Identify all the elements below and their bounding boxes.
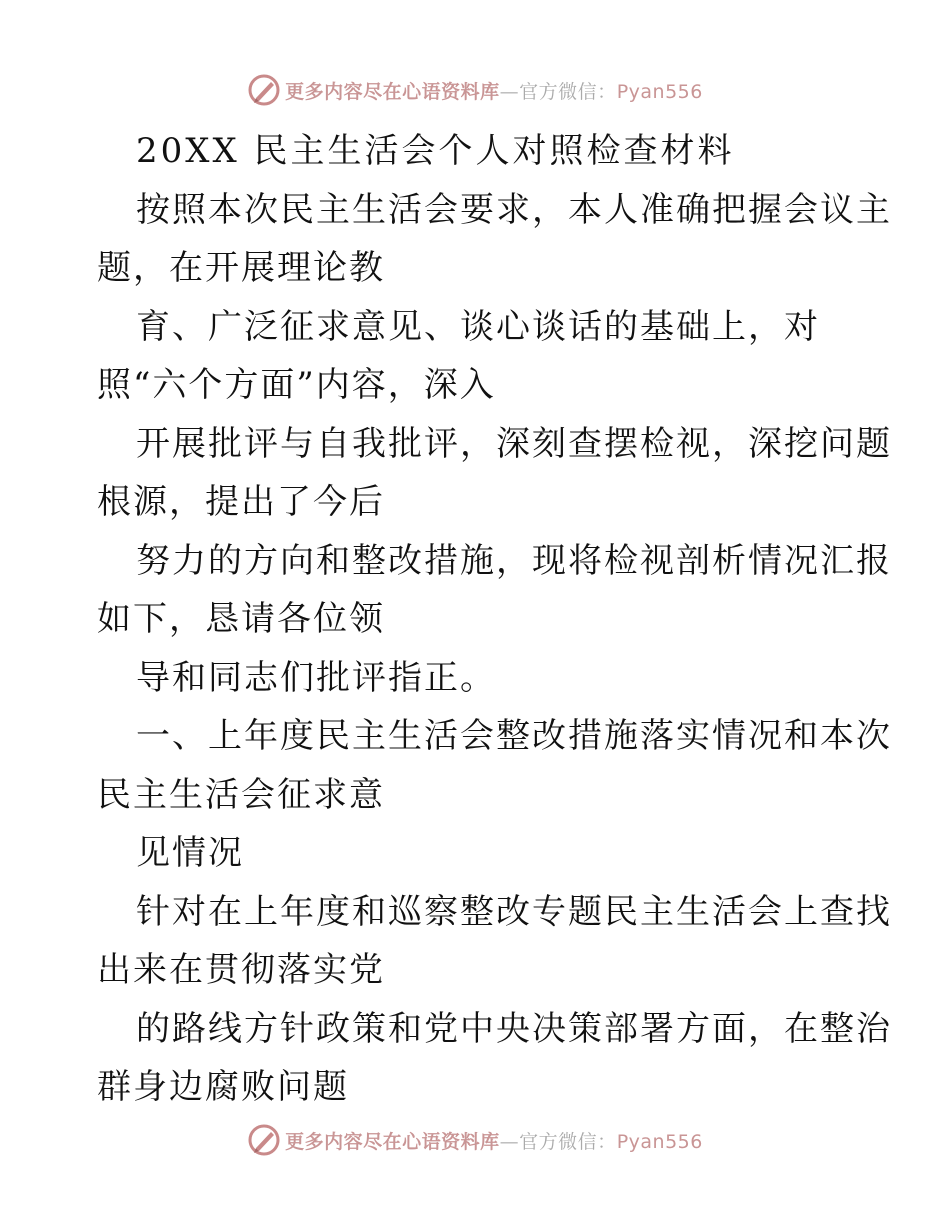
pen-logo-icon (247, 1123, 281, 1157)
body-text-line: 民主生活会征求意 (97, 774, 385, 815)
watermark-separator: — (499, 1130, 520, 1153)
watermark-text (285, 77, 703, 104)
body-text-line: 群身边腐败问题 (97, 1067, 349, 1107)
watermark-main: 更多内容尽在心语资料库 (285, 1130, 500, 1153)
watermark-label: 官方微信： (519, 1130, 617, 1153)
body-text-line: 按照本次民主生活会要求，本人准确把握会议主 (136, 189, 892, 230)
watermark-separator: — (499, 80, 520, 103)
body-text-line: 育、广泛征求意见、谈心谈话的基础上，对 (136, 306, 820, 347)
watermark-main: 更多内容尽在心语资料库 (285, 80, 500, 103)
watermark-account: Pyan556 (616, 1130, 703, 1153)
body-text-line: 题，在开展理论教 (97, 248, 385, 288)
document-title: 20XX 民主生活会个人对照检查材料 (136, 131, 735, 171)
watermark-footer (0, 1120, 950, 1160)
watermark-text (285, 1127, 703, 1154)
document-body (97, 122, 892, 1117)
body-text-line: 根源，提出了今后 (97, 482, 385, 522)
watermark-label: 官方微信： (519, 80, 617, 103)
watermark-header (0, 70, 950, 110)
body-text-line: 见情况 (136, 833, 244, 873)
body-text-line: 开展批评与自我批评，深刻查摆检视，深挖问题 (136, 423, 892, 464)
body-text-line: 出来在贯彻落实党 (97, 950, 385, 990)
pen-logo-icon (247, 73, 281, 107)
body-text-line: 一、上年度民主生活会整改措施落实情况和本次 (136, 716, 892, 756)
body-text-line: 针对在上年度和巡察整改专题民主生活会上查找 (136, 891, 892, 932)
body-text-line: 照“六个方面”内容，深入 (97, 365, 496, 405)
body-text-line: 的路线方针政策和党中央决策部署方面，在整治 (136, 1008, 892, 1049)
body-text-line: 如下，恳请各位领 (97, 599, 385, 639)
watermark-account: Pyan556 (616, 80, 703, 103)
body-text-line: 努力的方向和整改措施，现将检视剖析情况汇报 (136, 540, 892, 581)
body-text-line: 导和同志们批评指正。 (136, 657, 496, 698)
